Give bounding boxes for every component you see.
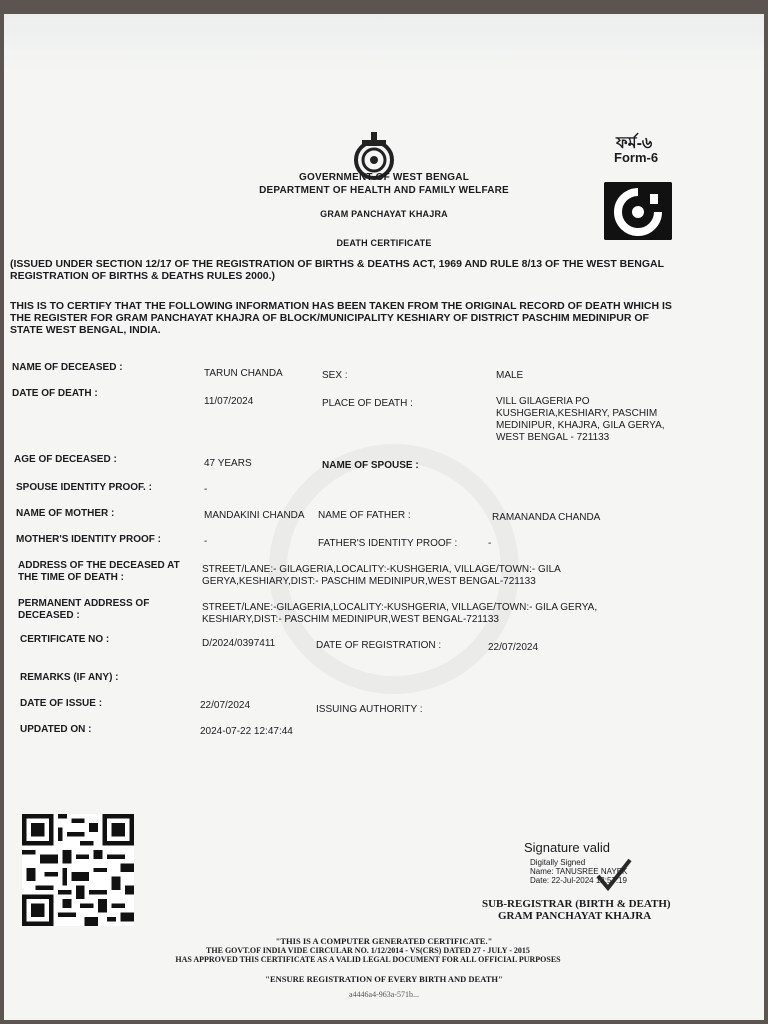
- perm-address-line: KESHIARY,DIST:- PASCHIM MEDINIPUR,WEST BENGAL-721133: [202, 614, 499, 625]
- perm-address-line: STREET/LANE:-GILAGERIA,LOCALITY:-KUSHGERIA, VILLAGE/TOWN:- GILA GERYA,: [202, 602, 598, 613]
- age-value: 47 YEARS: [204, 458, 252, 469]
- signature-line-1: Digitally Signed: [530, 858, 586, 867]
- spouse-id-value: -: [204, 484, 208, 495]
- department-name: DEPARTMENT OF HEALTH AND FAMILY WELFARE: [259, 185, 509, 196]
- remarks-label: REMARKS (IF ANY) :: [20, 672, 119, 683]
- certificate-page: [4, 14, 764, 1020]
- spouse-id-label: SPOUSE IDENTITY PROOF. :: [16, 482, 152, 493]
- signature-line-3: Date: 22-Jul-2024 12:57:19: [530, 876, 627, 885]
- address-value: [202, 564, 561, 588]
- footer-line-1: "THIS IS A COMPUTER GENERATED CERTIFICATE.": [275, 936, 493, 946]
- father-value: RAMANANDA CHANDA: [492, 512, 601, 523]
- footer-line-4: "ENSURE REGISTRATION OF EVERY BIRTH AND DEATH": [265, 974, 503, 984]
- doi-value: 22/07/2024: [200, 700, 251, 711]
- panchayat-name: GRAM PANCHAYAT KHAJRA: [320, 209, 448, 219]
- cert-no-label: CERTIFICATE NO :: [20, 634, 110, 645]
- certify-line: THIS IS TO CERTIFY THAT THE FOLLOWING INFORMATION HAS BEEN TAKEN FROM THE ORIGINAL RECORD OF DEATH WHICH IS: [10, 300, 672, 312]
- father-label: NAME OF FATHER :: [318, 510, 411, 521]
- perm-address-value: [202, 602, 597, 626]
- address-label-line: THE TIME OF DEATH :: [18, 572, 124, 583]
- certify-line: THE REGISTER FOR GRAM PANCHAYAT KHAJRA OF BLOCK/MUNICIPALITY KESHIARY OF DISTRICT PASCHIM MEDINIPUR OF: [10, 312, 649, 324]
- dor-value: 22/07/2024: [488, 642, 539, 653]
- qr-code-icon: [22, 814, 134, 926]
- footer-line-3: HAS APPROVED THIS CERTIFICATE AS A VALID LEGAL DOCUMENT FOR ALL OFFICIAL PURPOSES: [175, 955, 561, 964]
- footer-line-2: THE GOVT.OF INDIA VIDE CIRCULAR NO. 1/12/2014 - VS(CRS) DATED 27 - JULY - 2015: [206, 946, 530, 955]
- age-label: AGE OF DECEASED :: [14, 454, 117, 465]
- pod-value: [496, 396, 665, 444]
- sex-label: SEX :: [322, 370, 348, 381]
- mother-label: NAME OF MOTHER :: [16, 508, 115, 519]
- name-label: NAME OF DECEASED :: [12, 362, 123, 373]
- mother-id-label: MOTHER'S IDENTITY PROOF :: [16, 534, 161, 545]
- address-line: STREET/LANE:- GILAGERIA,LOCALITY:-KUSHGERIA, VILLAGE/TOWN:- GILA: [202, 564, 561, 575]
- address-label: [18, 560, 180, 584]
- updated-value: 2024-07-22 12:47:44: [200, 726, 293, 737]
- mother-value: MANDAKINI CHANDA: [204, 510, 305, 521]
- mother-id-value: -: [204, 536, 208, 547]
- spouse-label: NAME OF SPOUSE :: [322, 460, 419, 471]
- pod-line: WEST BENGAL - 721133: [496, 432, 610, 443]
- address-label-line: ADDRESS OF THE DECEASED AT: [18, 560, 180, 571]
- dod-label: DATE OF DEATH :: [12, 388, 98, 399]
- paper-top-fold: [4, 14, 764, 74]
- pod-line: VILL GILAGERIA PO: [496, 396, 590, 407]
- issued-under-line: (ISSUED UNDER SECTION 12/17 OF THE REGISTRATION OF BIRTHS & DEATHS ACT, 1969 AND RULE 8/13 OF THE WEST BENGAL: [10, 258, 664, 270]
- signature-status: Signature valid: [524, 840, 610, 855]
- address-line: GERYA,KESHIARY,DIST:- PASCHIM MEDINIPUR,WEST BENGAL-721133: [202, 576, 536, 587]
- pod-label: PLACE OF DEATH :: [322, 398, 413, 409]
- government-name: GOVERNMENT OF WEST BENGAL: [299, 172, 469, 183]
- certify-line: STATE WEST BENGAL, INDIA.: [10, 324, 161, 336]
- doi-label: DATE OF ISSUE :: [20, 698, 103, 709]
- updated-label: UPDATED ON :: [20, 724, 92, 735]
- name-value: TARUN CHANDA: [204, 368, 283, 379]
- registrar-office: SUB-REGISTRAR (BIRTH & DEATH): [482, 898, 671, 910]
- registrar-panchayat: GRAM PANCHAYAT KHAJRA: [498, 910, 652, 922]
- dor-label: DATE OF REGISTRATION :: [316, 640, 442, 651]
- form-label-bengali: ফর্ম-৬: [616, 135, 653, 152]
- perm-label-line: PERMANENT ADDRESS OF: [18, 598, 150, 609]
- pod-line: MEDINIPUR, KHAJRA, GILA GERYA,: [496, 420, 665, 431]
- father-id-value: -: [488, 538, 492, 549]
- perm-address-label: [18, 598, 149, 622]
- signature-line-2: Name: TANUSREE NAYEK: [530, 867, 628, 876]
- issuing-authority-label: ISSUING AUTHORITY :: [316, 704, 423, 715]
- father-id-label: FATHER'S IDENTITY PROOF :: [318, 538, 458, 549]
- dod-value: 11/07/2024: [204, 396, 254, 407]
- footer-hash: a4446a4-963a-571b...: [349, 990, 419, 999]
- cert-no-value: D/2024/0397411: [202, 638, 276, 649]
- perm-label-line: DECEASED :: [18, 610, 80, 621]
- sex-value: MALE: [496, 370, 524, 381]
- issued-under-line: REGISTRATION OF BIRTHS & DEATHS RULES 2000.): [10, 270, 276, 282]
- form-label-english: Form-6: [614, 150, 659, 165]
- issued-under-text: [10, 258, 750, 282]
- certify-text: [10, 300, 750, 336]
- pod-line: KUSHGERIA,KESHIARY, PASCHIM: [496, 408, 658, 419]
- certificate-title: DEATH CERTIFICATE: [336, 238, 432, 248]
